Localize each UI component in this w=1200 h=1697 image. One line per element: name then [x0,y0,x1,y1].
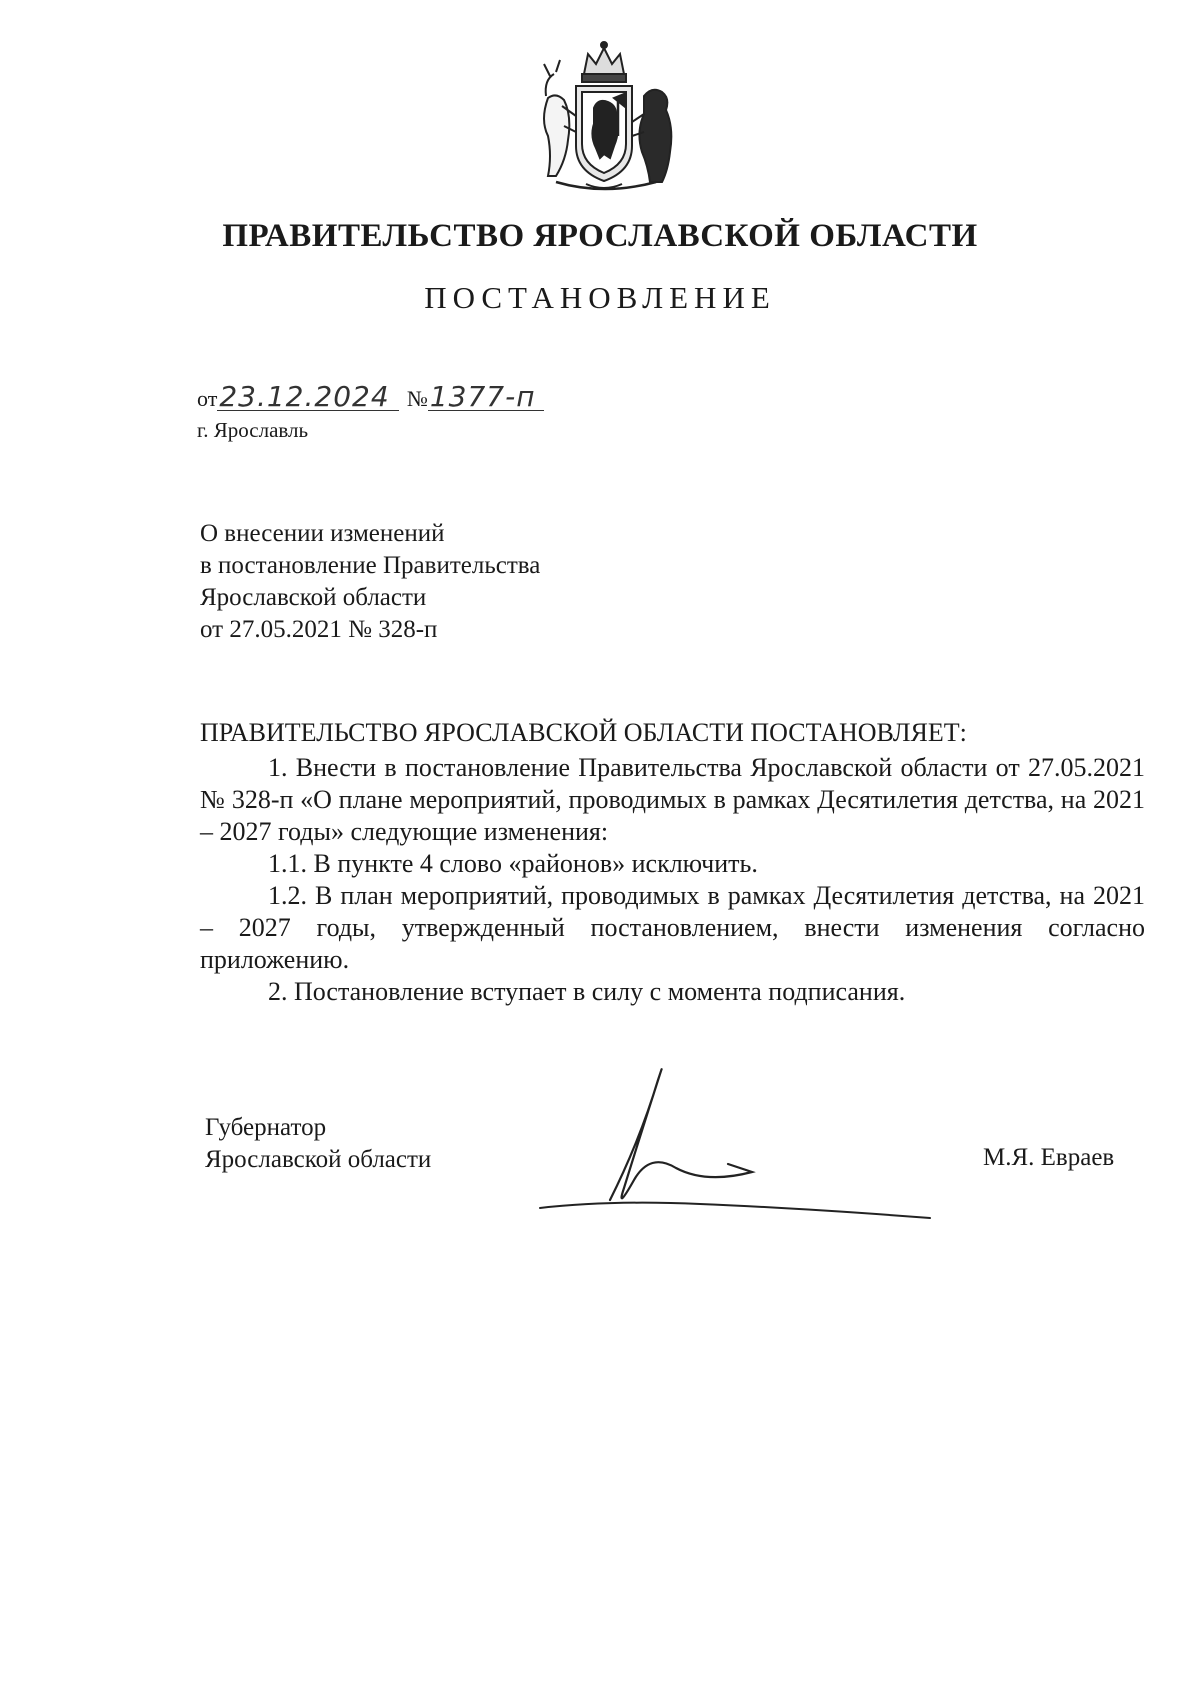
subject-line: Ярославской области [200,584,427,611]
number-prefix: № [406,386,428,411]
resolution-preamble: ПРАВИТЕЛЬСТВО ЯРОСЛАВСКОЙ ОБЛАСТИ ПОСТАНОВЛЯЕТ: [200,718,967,747]
document-meta [197,380,544,413]
subject-line: в постановление Правительства [200,552,541,579]
document-number: 1377-п [428,384,544,411]
handwritten-signature [530,1040,950,1230]
signatory-name: М.Я. Евраев [983,1144,1115,1171]
coat-of-arms-emblem [526,36,682,196]
body-paragraph: 1.1. В пункте 4 слово «районов» исключить. [268,849,758,878]
organization-title: ПРАВИТЕЛЬСТВО ЯРОСЛАВСКОЙ ОБЛАСТИ [222,218,978,254]
subject-line: О внесении изменений [200,520,445,547]
document-date: 23.12.2024 [217,384,399,411]
signatory-role [205,1112,431,1176]
document-type-heading: ПОСТАНОВЛЕНИЕ [424,280,776,315]
document-subject [200,518,540,646]
signatory-role-line: Губернатор [205,1114,327,1141]
date-prefix: от [197,386,218,411]
resolution-body [200,752,1145,1008]
body-paragraph: 2. Постановление вступает в силу с момента подписания. [268,977,906,1006]
subject-line: от 27.05.2021 № 328-п [200,616,438,643]
document-city: г. Ярославль [197,418,309,442]
body-paragraph: 1.2. В план мероприятий, проводимых в рамках Десятилетия детства, на 2021 – 2027 годы, утвержденный постановлением, внести изменения согласно приложению. [200,881,1145,974]
body-paragraph: 1. Внести в постановление Правительства Ярославской области от 27.05.2021 № 328-п «О плане мероприятий, проводимых в рамках Десятилетия детства, на 2021 – 2027 годы» следующие изменения: [200,753,1145,846]
signatory-role-line: Ярославской области [205,1146,432,1173]
